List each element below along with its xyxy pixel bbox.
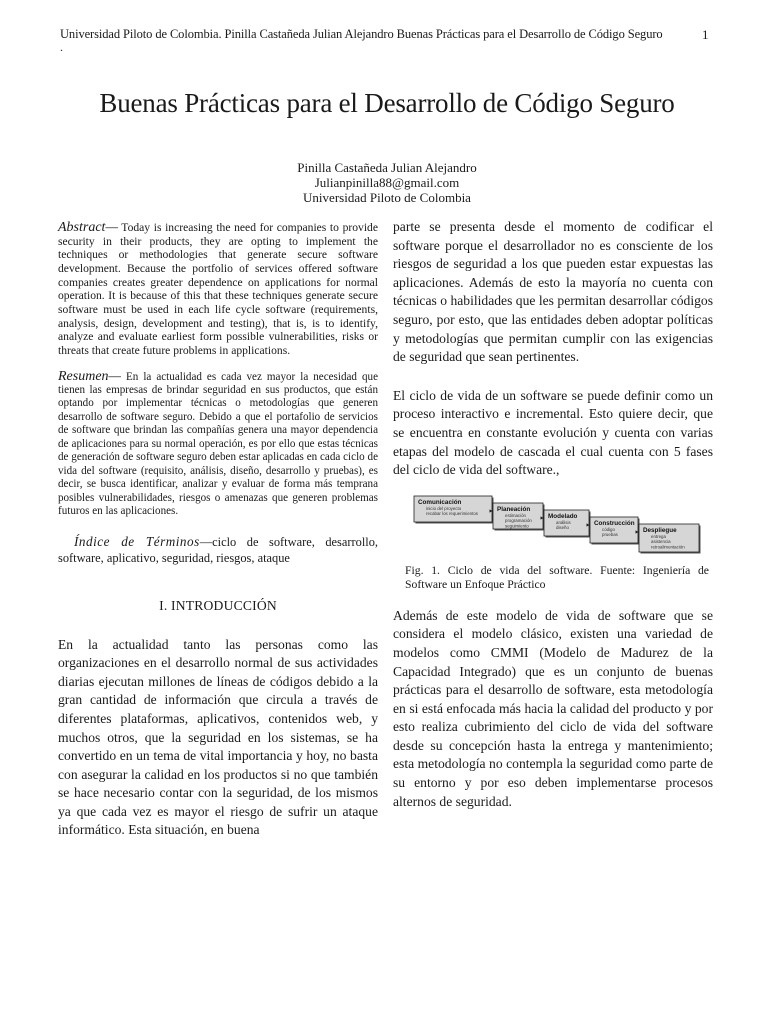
stage-description: retroalimentación bbox=[651, 544, 685, 550]
section-heading-introduccion: I. INTRODUCCIÓN bbox=[159, 597, 277, 613]
stage-planeacion bbox=[493, 503, 545, 531]
abstract-text: Today is increasing the need for companies to provide security in their products, they are opting to implement the techniques or methodologies that generate secure software development. Because the portfolio of services offered software companies creates greater dependence on applications for normal operation. It is because of this that these techniques generate secure software must be used in each life cycle software (requirements, analysis, design, development and testing), that is, is to identify, analyze and evaluate earliest form possible vulnerabilities, risks or threats that create future problems in applications. bbox=[58, 221, 378, 357]
body-paragraph-2: El ciclo de vida de un software se puede definir como un proceso interactivo e incremental. Esto quiere decir, que se encuentra en constante evolución y cuenta con varias etapas del modelo de cascada el cual cuenta con 5 fases del ciclo de vida del software., bbox=[393, 387, 713, 478]
waterfall-diagram bbox=[393, 492, 713, 560]
running-header: Universidad Piloto de Colombia. Pinilla Castañeda Julian Alejandro Buenas Prácticas para el Desarrollo de Código Seguro bbox=[60, 27, 663, 41]
paper-title: Buenas Prácticas para el Desarrollo de Código Seguro bbox=[99, 88, 675, 118]
index-terms-text: —ciclo de software, desarrollo, software, aplicativo, seguridad, riesgos, ataque bbox=[58, 534, 378, 565]
body-paragraph-1: parte se presenta desde el momento de codificar el software porque el desarrollador no es consciente de los riesgos de seguridad a los que pueden estar expuestas las aplicaciones. Además de esto la mayoría no cuenta con técnicas o habilidades que les permitan desarrollar códigos seguro, por esto, que las entidades deben adoptar políticas y metodologías que permitan cumplir con las exigencias de seguridad que sean pertinentes. bbox=[393, 219, 713, 365]
stage-description: asistencia bbox=[651, 538, 671, 544]
stage-description: estimación bbox=[505, 512, 526, 518]
stage-despliegue bbox=[639, 524, 701, 554]
stage-description: análisis bbox=[556, 519, 571, 525]
stage-description: diseño bbox=[556, 524, 569, 530]
stage-name: Despliegue bbox=[643, 526, 677, 534]
stage-name: Construcción bbox=[594, 519, 635, 527]
stage-description: código bbox=[602, 526, 615, 532]
abstract bbox=[58, 221, 378, 358]
abstract-lead: Abstract— bbox=[58, 220, 118, 235]
stage-name: Comunicación bbox=[418, 498, 462, 506]
body-paragraph-3: Además de este modelo de vida de software que se considera el modelo clásico, existen una variedad de modelos como CMMI (Modelo de Madurez de la Capacidad Integrado) que es un conjunto de buenas prácticas para el desarrollo de software, esta metodología en si está enfocada más hacia la calidad del producto y por esto realiza cubrimiento del ciclo de vida del software desde su concepción hasta la entrega y mantenimiento; esta metodología no contempla la seguridad como parte de su entorno y por eso deben implementarse procesos alternos de seguridad. bbox=[393, 607, 713, 809]
stage-name: Modelado bbox=[548, 512, 578, 520]
figure-caption: Fig. 1. Ciclo de vida del software. Fuente: Ingeniería de Software un Enfoque Práctico bbox=[405, 563, 709, 592]
stage-description: recabar los requerimientos bbox=[426, 510, 478, 516]
resumen-text: En la actualidad es cada vez mayor la necesidad que tienen las empresas de brindar seguridad en sus productos, que están optando por implementar técnicas o metodologías que generen desarrollo de software seguro. Debido a que el portafolio de servicios de software que brindan las compañías genera una mayor dependencia de aplicaciones para su normal operación, es por ello que estas técnicas de generación de software seguro deben estar aplicadas en cada ciclo de vida del software (requisito, análisis, diseño, desarrollo y pruebas), es decir, se busca identificar, analizar y evaluar de forma más temprana posibles vulnerabilidades, riesgos o amenazas que generen problemas futuros en las aplicaciones. bbox=[58, 370, 378, 518]
author-affiliation: Universidad Piloto de Colombia bbox=[303, 190, 471, 205]
author-name: Pinilla Castañeda Julian Alejandro bbox=[297, 160, 477, 175]
right-column bbox=[393, 218, 713, 811]
stage-description: seguimiento bbox=[505, 523, 529, 529]
author-block bbox=[60, 160, 714, 205]
header-dot: . bbox=[60, 40, 63, 54]
stage-description: inicio del proyecto bbox=[426, 505, 462, 511]
stage-name: Planeación bbox=[497, 505, 531, 513]
left-column bbox=[58, 221, 378, 840]
stage-description: pruebas bbox=[602, 531, 618, 537]
resumen-lead: Resumen— bbox=[58, 368, 121, 384]
stage-construccion bbox=[590, 517, 640, 545]
index-terms-lead: Índice de Términos bbox=[74, 533, 200, 549]
stage-modelado bbox=[544, 510, 591, 538]
stage-description: entrega bbox=[651, 533, 666, 539]
page-number: 1 bbox=[702, 27, 709, 42]
lifecycle-figure bbox=[393, 492, 713, 560]
intro-paragraph: En la actualidad tanto las personas como las organizaciones en el desarrollo normal de sus actividades diarias ejecutan millones de líneas de códigos debido a la gran cantidad de información que circula a través de diferentes plataformas, aplicativos, contenidos web, y muchos otros, que la seguridad en los sistemas, se ha convertido en un tema de vital importancia y hoy, no basta con asegurar la calidad en los productos si no que también se hace necesario contar con la seguridad, de los mismos ya que cada vez es mayor el riesgo de sufrir un ataque informático. Esta situación, en buena bbox=[58, 636, 378, 838]
resumen bbox=[58, 370, 378, 519]
author-email: Julianpinilla88@gmail.com bbox=[314, 175, 460, 190]
index-terms bbox=[58, 534, 378, 566]
stage-description: programación bbox=[505, 517, 532, 523]
stage-comunicacion bbox=[414, 496, 494, 524]
